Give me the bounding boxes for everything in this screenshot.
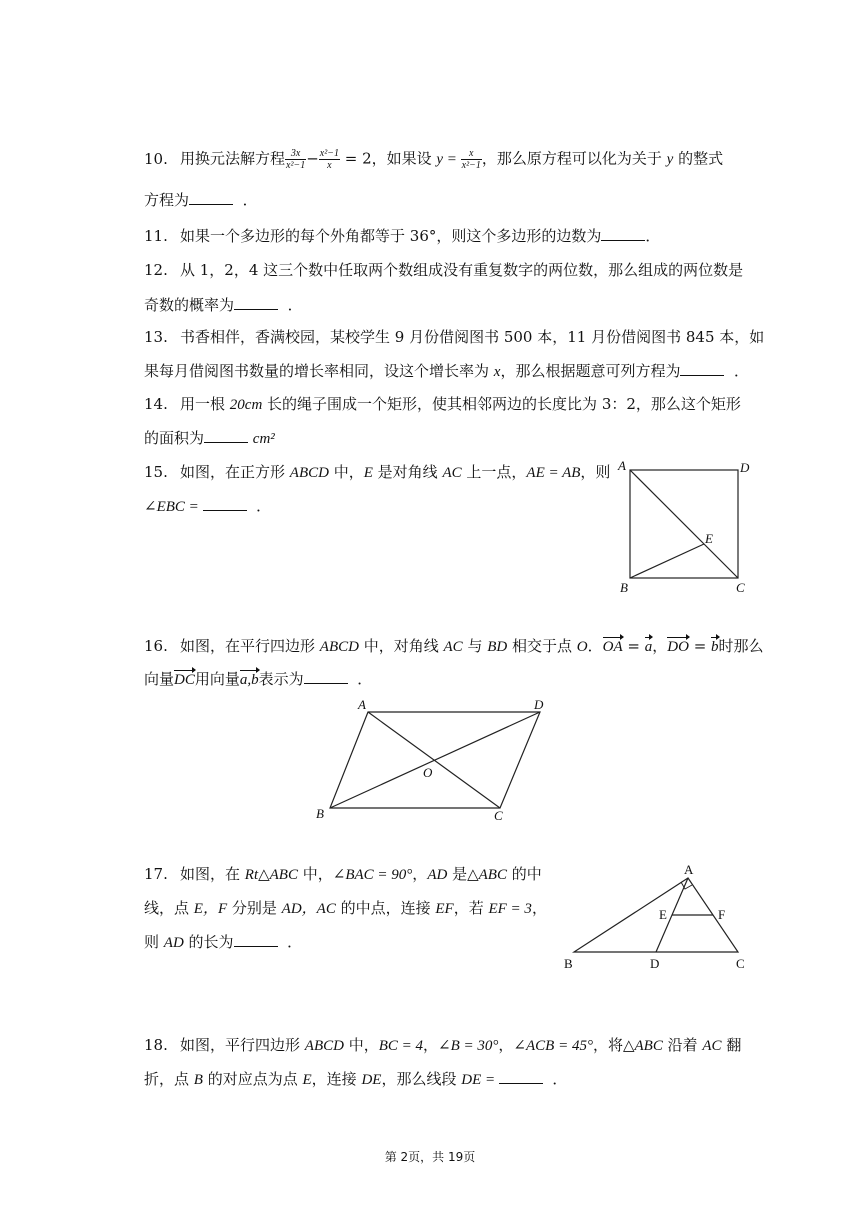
question-number: 12. [144, 261, 168, 279]
question-number: 13. [144, 328, 168, 346]
label-a: A [358, 697, 366, 712]
vector-a-b: a,b [239, 672, 259, 688]
vector-dc: DC [174, 672, 195, 688]
answer-blank[interactable] [204, 428, 248, 443]
question-17-line3: 则 AD 的长为 ． [144, 933, 303, 951]
answer-blank[interactable] [203, 496, 247, 511]
answer-blank[interactable] [499, 1069, 543, 1084]
vector-do: DO [667, 639, 689, 655]
right-angle-mark [681, 882, 692, 889]
question-number: 14. [144, 395, 168, 413]
question-18: 18. 如图，平行四边形 ABCD 中，BC = 4，∠B = 30°，∠ACB = 45°，将△ABC 沿着 AC 翻 [144, 1036, 742, 1054]
label-o: O [423, 765, 433, 780]
label-d: D [740, 460, 750, 475]
label-c: C [736, 580, 745, 595]
fraction: $\frac{\text{x²−1}}{x}$ [319, 148, 339, 171]
page-footer: 第 2页，共 19页 [384, 1150, 476, 1164]
figure-square-abcd [612, 456, 762, 602]
label-a: A [618, 458, 626, 473]
question-18-line2: 折，点 B 的对应点为点 E，连接 DE，那么线段 DE = ． [144, 1070, 568, 1088]
label-b: B [564, 956, 573, 971]
answer-blank[interactable] [234, 932, 278, 947]
label-b: B [620, 580, 628, 595]
question-16-line2: 向量DC用向量a,b表示为 ． [144, 670, 373, 688]
figure-right-triangle-abc [556, 856, 756, 978]
vector-oa: OA [602, 639, 623, 655]
diagonal-bd [330, 712, 540, 808]
answer-blank[interactable] [234, 295, 278, 310]
question-12: 12. 从 1，2，4 这三个数中任取两个数组成没有重复数字的两位数，那么组成的两位数是 [144, 261, 744, 279]
answer-blank[interactable] [189, 190, 233, 205]
answer-blank[interactable] [601, 226, 645, 241]
label-e: E [705, 531, 713, 546]
label-d: D [650, 956, 660, 971]
question-16: 16. 如图，在平行四边形 ABCD 中，对角线 AC 与 BD 相交于点 O．OA = a，DO = b时那么 [144, 637, 764, 655]
question-number: 18. [144, 1036, 168, 1054]
label-e: E [659, 907, 667, 922]
question-number: 16. [144, 637, 168, 655]
label-f: F [718, 907, 726, 922]
question-12-line2: 奇数的概率为 ． [144, 296, 303, 314]
label-c: C [494, 808, 503, 823]
question-number: 10. [144, 149, 168, 168]
label-a: A [684, 862, 694, 877]
question-11: 11. 如果一个多边形的每个外角都等于 36°，则这个多边形的边数为 ． [144, 227, 661, 245]
question-13-line2: 果每月借阅图书数量的增长率相同，设这个增长率为 x，那么根据题意可列方程为 ． [144, 362, 750, 380]
segment-be [630, 544, 704, 578]
vector-a: a [644, 639, 653, 655]
question-17-line2: 线，点 E，F 分别是 AD，AC 的中点，连接 EF，若 EF = 3， [144, 899, 547, 917]
question-number: 11. [144, 227, 168, 245]
question-10-line2: 方程为 ． [144, 191, 258, 209]
fraction: $\frac{3x}{\text{x²−1}}$ [286, 148, 306, 171]
label-b: B [316, 806, 324, 821]
figure-parallelogram-abcd [310, 694, 560, 828]
question-14: 14. 用一根 20cm 长的绳子围成一个矩形，使其相邻两边的长度比为 3：2，那么这个矩形 [144, 395, 741, 413]
question-15: 15. 如图，在正方形 ABCD 中，E 是对角线 AC 上一点，AE = AB，则 [144, 463, 611, 481]
vector-b: b [711, 639, 719, 655]
triangle-outline [574, 878, 738, 952]
question-15-line2: ∠EBC = ． [144, 497, 272, 515]
fraction: $\frac{x}{\text{x²−1}}$ [461, 148, 481, 171]
question-number: 15. [144, 463, 168, 481]
question-10: 10. 用换元法解方程 $\frac{3x}{\text{x²−1}}$ − $\frac{\text{x²−1}}{x}$ = 2，如果设 y = $\frac{x}{\text{x²−1}}$ ，那么原方程可以化为关于 y 的整式 [144, 148, 724, 171]
diagonal-ac [630, 470, 738, 578]
label-c: C [736, 956, 745, 971]
question-13: 13. 书香相伴，香满校园，某校学生 9 月份借阅图书 500 本，11 月份借阅图书 845 本，如 [144, 328, 765, 346]
question-17: 17. 如图，在 Rt△ABC 中，∠BAC = 90°，AD 是△ABC 的中 [144, 865, 542, 883]
label-d: D [534, 697, 544, 712]
answer-blank[interactable] [680, 361, 724, 376]
question-14-line2: 的面积为 cm² [144, 429, 275, 447]
answer-blank[interactable] [304, 669, 348, 684]
question-number: 17. [144, 865, 168, 883]
